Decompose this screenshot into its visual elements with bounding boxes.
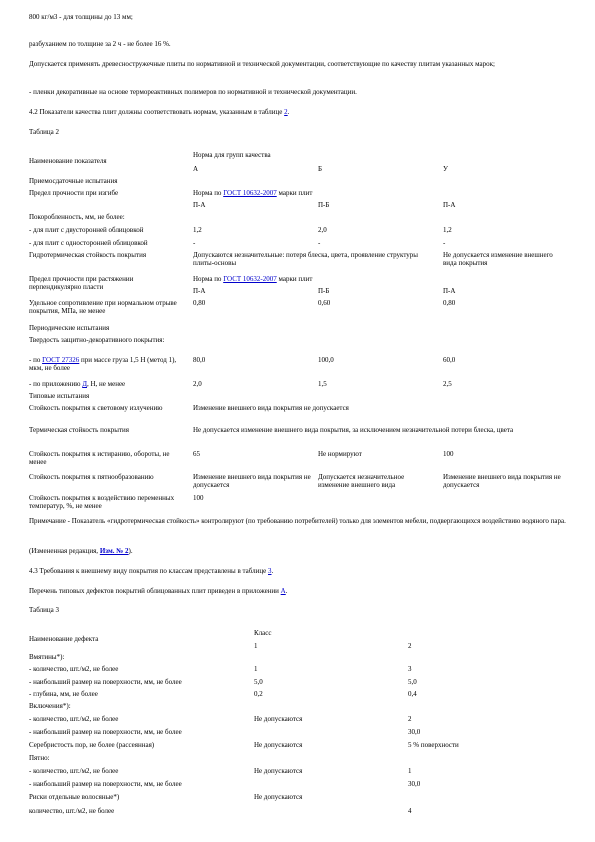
- t2-cell-name: - для плит с односторонней облицовкой: [29, 239, 148, 247]
- link-table-2[interactable]: 2: [284, 108, 288, 116]
- t2-mark-a: П-А: [193, 287, 206, 295]
- t2-cell-name: - для плит с двусторонней облицовкой: [29, 226, 144, 234]
- t3-header-1: 1: [254, 642, 258, 650]
- t2-cell-u: 2,5: [443, 380, 452, 388]
- text-density: 800 кг/м3 - для толщины до 13 мм;: [29, 13, 133, 21]
- t2-cell-a: 80,0: [193, 356, 206, 364]
- t3-header-class: Класс: [254, 629, 272, 637]
- link-amendment-2[interactable]: Изм. № 2: [99, 547, 129, 555]
- t2-note: Примечание - Показатель «гидротермическая стойкость» контролируют (по требованию потребителей) только для элементов мебели, подвергающихся воздействию водяного пара.: [29, 517, 566, 525]
- t2-header-b: Б: [318, 165, 323, 173]
- paragraph-4-2: [29, 108, 569, 117]
- t2-cell-name: Твердость защитно-декоративного покрытия:: [29, 336, 165, 344]
- t2-cell-b: 1,5: [318, 380, 327, 388]
- t2-cell-name: Удельное сопротивление при нормальном отрыве покрытия, МПа, не менее: [29, 299, 177, 315]
- t3-cell-name: - количество, шт./м2, не более: [29, 665, 119, 673]
- t3-cell-2: 5 % поверхности: [408, 741, 459, 749]
- norm-post: марки плит: [278, 275, 313, 283]
- t2-cell-b: 100,0: [318, 356, 334, 364]
- t2-cell-u: 100: [443, 450, 454, 458]
- t3-cell-name: - наибольший размер на поверхности, мм, не более: [29, 728, 182, 736]
- t2-header-u: У: [443, 165, 448, 173]
- link-gost-10632[interactable]: ГОСТ 10632-2007: [223, 275, 277, 283]
- t2-cell-name: Стойкость покрытия к истиранию, обороты, не менее: [29, 450, 170, 466]
- t3-cell-2: 0,4: [408, 690, 417, 698]
- t3-cell-name: Включения*):: [29, 702, 71, 710]
- hard1-pre: - по: [29, 356, 41, 364]
- norm-pre: Норма по: [193, 189, 222, 197]
- t2-cell-u: Изменение внешнего вида покрытия не допускается: [443, 473, 561, 489]
- t3-cell-name: количество, шт./м2, не более: [29, 807, 115, 815]
- t3-cell-name: - наибольший размер на поверхности, мм, не более: [29, 780, 182, 788]
- text-chipboard: Допускается применять древесностружечные плиты по нормативной и технической документации, соответствующие по качеству плитам указанных марок;: [29, 60, 495, 68]
- t3-cell-name: Пятно:: [29, 754, 50, 762]
- link-gost-27326[interactable]: ГОСТ 27326: [42, 356, 80, 364]
- t3-cell-2: 1: [408, 767, 412, 775]
- t2-cell-u: 60,0: [443, 356, 456, 364]
- t3-cell-name: Риски отдельные волосяные*): [29, 793, 120, 801]
- t3-cell-name: Вмятины*):: [29, 653, 65, 661]
- text-swelling: разбуханием по толщине за 2 ч - не более 16 %.: [29, 40, 171, 48]
- edit-post: ).: [128, 547, 133, 555]
- hard1-post: при массе груза 1,5 Н (метод 1), мкм, не более: [29, 356, 177, 372]
- t2-mark-a: П-А: [193, 201, 206, 209]
- p42-end: .: [287, 108, 290, 116]
- t2-cell-a: -: [193, 239, 196, 247]
- link-table-3[interactable]: 3: [268, 567, 272, 575]
- paragraph-4-3: [29, 567, 569, 576]
- paragraph-defects-list: [29, 587, 569, 596]
- t2-cell-name: Покоробленность, мм, не более:: [29, 213, 125, 221]
- table-3-title: Таблица 3: [29, 606, 59, 614]
- t2-header-a: А: [193, 165, 199, 173]
- t2-cell-name: Стойкость покрытия к световому излучению: [29, 404, 163, 412]
- t3-cell-2: 2: [408, 715, 412, 723]
- norm-post: марки плит: [278, 189, 313, 197]
- t2-cell-value: Не допускается изменение внешнего вида покрытия, за исключением незначительной потери блеска, цвета: [193, 426, 514, 434]
- hard2-pre: - по приложению: [29, 380, 81, 388]
- t3-cell-1: Не допускаются: [254, 767, 303, 775]
- t2-cell-u: Не допускается изменение внешнего вида покрытия: [443, 251, 553, 267]
- t3-cell-name: - глубина, мм, не более: [29, 690, 98, 698]
- t2-mark-u: П-А: [443, 287, 456, 295]
- t2-cell-name: Гидротермическая стойкость покрытия: [29, 251, 147, 259]
- p42-text: 4.2 Показатели качества плит должны соответствовать нормам, указанным в таблице: [29, 108, 283, 116]
- t2-mark-b: П-Б: [318, 287, 330, 295]
- t2-section-label: Приемосдаточные испытания: [29, 177, 118, 185]
- t2-cell-norm: [193, 189, 569, 197]
- t3-cell-name: - количество, шт./м2, не более: [29, 767, 119, 775]
- norm-pre: Норма по: [193, 275, 222, 283]
- link-appendix-d[interactable]: Д: [82, 380, 87, 388]
- t2-mark-b: П-Б: [318, 201, 330, 209]
- t2-cell-name: [29, 380, 187, 388]
- t2-cell-u: -: [443, 239, 446, 247]
- t2-cell-value: Изменение внешнего вида покрытия не допускается: [193, 404, 349, 412]
- t2-cell-name: Стойкость покрытия к пятнообразованию: [29, 473, 154, 481]
- t2-cell-a: Допускаются незначительные: потеря блеска, цвета, проявление структуры плиты-основы: [193, 251, 418, 267]
- edit-pre: (Измененная редакция,: [29, 547, 99, 555]
- t3-cell-2: 30,0: [408, 780, 421, 788]
- t2-cell-a: 1,2: [193, 226, 202, 234]
- t2-cell-name: Стойкость покрытия к воздействию переменных температур, %, не менее: [29, 494, 175, 510]
- p43-text: 4.3 Требования к внешнему виду покрытия по классам представлены в таблице: [29, 567, 267, 575]
- t2-cell-name: Предел прочности при изгибе: [29, 189, 119, 197]
- t2-mark-u: П-А: [443, 201, 456, 209]
- hard2-post: , Н, не менее: [87, 380, 126, 388]
- t3-header-name: Наименование дефекта: [29, 635, 99, 643]
- text-films: - пленки декоративные на основе термореактивных полимеров по нормативной и технической документации.: [29, 88, 357, 96]
- t2-cell-u: 1,2: [443, 226, 452, 234]
- t3-cell-2: 3: [408, 665, 412, 673]
- t3-cell-1: Не допускаются: [254, 741, 303, 749]
- t3-cell-1: 0,2: [254, 690, 263, 698]
- t2-cell-b: Допускается незначительное изменение внешнего вида: [318, 473, 405, 489]
- p43-end: .: [271, 567, 274, 575]
- list-text: Перечень типовых дефектов покрытий облицованных плит приведен в приложении: [29, 587, 279, 595]
- t3-cell-2: 4: [408, 807, 412, 815]
- t2-cell-b: 0,60: [318, 299, 331, 307]
- t3-cell-1: 5,0: [254, 678, 263, 686]
- t2-cell-u: 0,80: [443, 299, 456, 307]
- t2-cell-a: 100: [193, 494, 204, 502]
- t2-section-label: Типовые испытания: [29, 392, 90, 400]
- t3-header-2: 2: [408, 642, 412, 650]
- t3-cell-1: Не допускаются: [254, 715, 303, 723]
- t2-cell-b: -: [318, 239, 321, 247]
- t3-cell-name: - количество, шт./м2, не более: [29, 715, 119, 723]
- t3-cell-1: 1: [254, 665, 258, 673]
- t2-cell-a: Изменение внешнего вида покрытия не допускается: [193, 473, 311, 489]
- t3-cell-name: Серебристость пор, не более (рассеянная): [29, 741, 155, 749]
- t2-cell-name: Предел прочности при растяжении перпендикулярно пласти: [29, 275, 134, 291]
- t2-cell-a: 2,0: [193, 380, 202, 388]
- t3-cell-name: - наибольший размер на поверхности, мм, не более: [29, 678, 182, 686]
- t3-cell-2: 30,0: [408, 728, 421, 736]
- t2-header-name: Наименование показателя: [29, 157, 107, 165]
- link-appendix-a[interactable]: А: [280, 587, 286, 595]
- t3-cell-1: Не допускаются: [254, 793, 303, 801]
- t3-cell-2: 5,0: [408, 678, 417, 686]
- t2-cell-norm: [193, 275, 569, 283]
- t2-cell-a: 65: [193, 450, 200, 458]
- t2-header-norm: Норма для групп качества: [193, 151, 271, 159]
- t2-cell-b: 2,0: [318, 226, 327, 234]
- t2-cell-b: Не нормируют: [318, 450, 362, 458]
- list-end: .: [285, 587, 288, 595]
- table-2-title: Таблица 2: [29, 128, 59, 136]
- t2-cell-name: [29, 356, 187, 372]
- edit-note: [29, 547, 569, 556]
- link-gost-10632[interactable]: ГОСТ 10632-2007: [223, 189, 277, 197]
- t2-section-label: Периодические испытания: [29, 324, 110, 332]
- t2-cell-name: Термическая стойкость покрытия: [29, 426, 129, 434]
- t2-cell-a: 0,80: [193, 299, 206, 307]
